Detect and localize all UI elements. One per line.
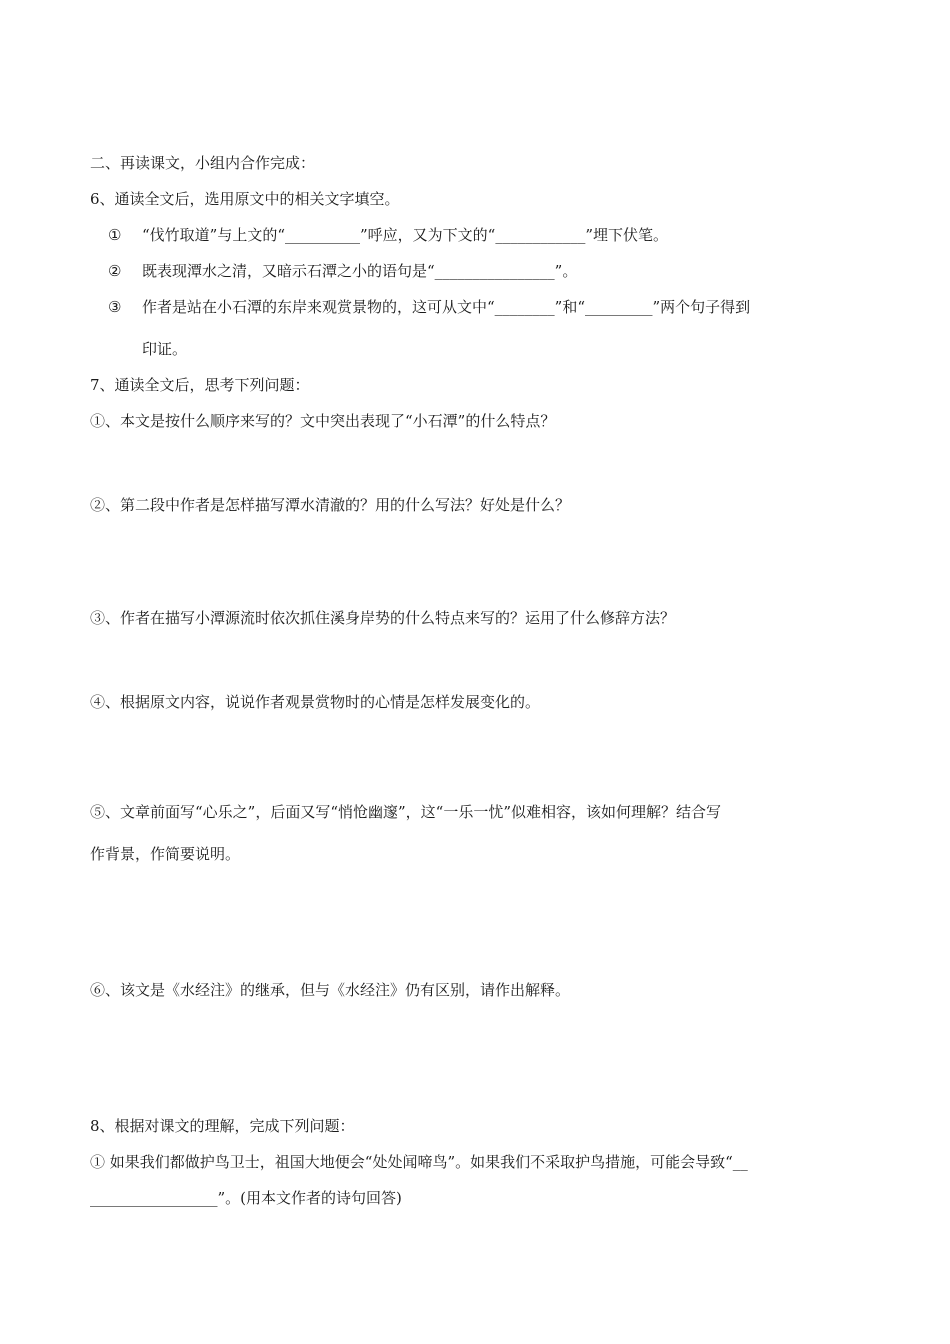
item-number: ③ [108,298,122,316]
item-number: ① [108,226,122,244]
question-6-item-3-continuation: 印证。 [142,340,188,358]
item-text: “伐竹取道”与上文的“__________”呼应，又为下文的“____________”埋下伏笔。 [142,226,669,244]
question-7-item-3: ③、作者在描写小潭源流时依次抓住溪身岸势的什么特点来写的？运用了什么修辞方法？ [90,609,676,627]
question-7-item-6: ⑥、该文是《水经注》的继承，但与《水经注》仍有区别，请作出解释。 [90,981,571,999]
item-text: 既表现潭水之清，又暗示石潭之小的语句是“________________”。 [142,262,578,280]
question-8-title: 8、根据对课文的理解，完成下列问题： [90,1117,355,1135]
section-heading: 二、再读课文，小组内合作完成： [90,154,316,172]
question-8-item-1-continuation: _________________”。(用本文作者的诗句回答) [90,1189,402,1207]
question-7-item-4: ④、根据原文内容，说说作者观景赏物时的心情是怎样发展变化的。 [90,693,541,711]
item-text: 作者是站在小石潭的东岸来观赏景物的，这可从文中“________”和“_________”两个句子得到 [142,298,751,316]
question-6-item-2 [108,261,577,281]
question-6-item-3 [108,297,750,317]
question-6-item-1 [108,225,668,245]
question-7-item-2: ②、第二段中作者是怎样描写潭水清澈的？用的什么写法？好处是什么？ [90,496,571,514]
item-number: ② [108,262,122,280]
question-7-item-5: ⑤、文章前面写“心乐之”，后面又写“悄怆幽邃”，这“一乐一忧”似难相容，该如何理解？结合写 [90,803,722,821]
question-8-item-1: ① 如果我们都做护鸟卫士，祖国大地便会“处处闻啼鸟”。如果我们不采取护鸟措施，可能会导致“__ [90,1153,748,1171]
question-7-item-5-continuation: 作背景，作简要说明。 [90,845,241,863]
question-6-title: 6、通读全文后，选用原文中的相关文字填空。 [90,190,400,208]
question-7-title: 7、通读全文后，思考下列问题： [90,376,310,394]
question-7-item-1: ①、本文是按什么顺序来写的？文中突出表现了“小石潭”的什么特点？ [90,412,556,430]
